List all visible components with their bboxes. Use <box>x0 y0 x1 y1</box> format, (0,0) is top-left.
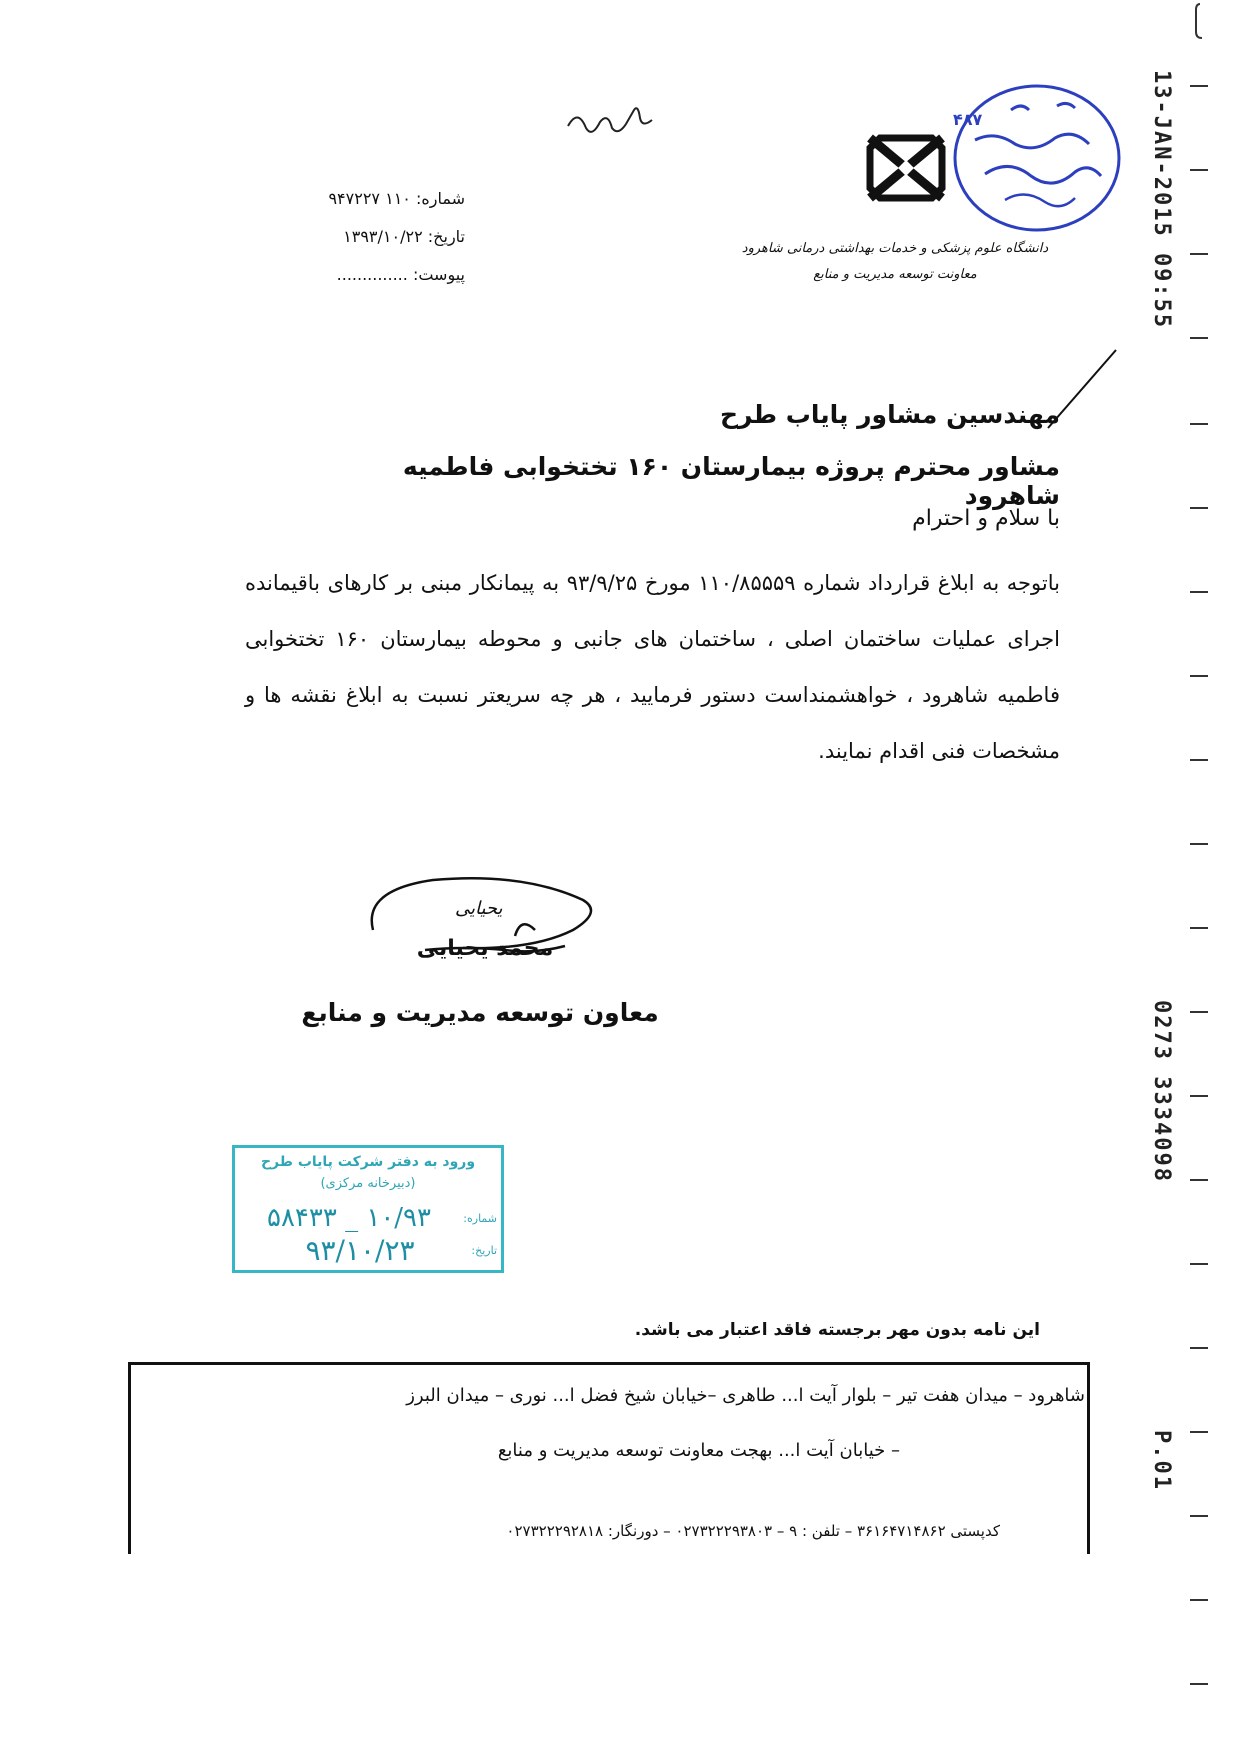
signatory-name: محمد یحیایی <box>416 936 554 961</box>
date-label: تاریخ: <box>427 227 465 246</box>
receipt-stamp-title: ورود به دفتر شرکت پایاب طرح <box>260 1154 476 1170</box>
date-value: ۱۳۹۳/۱۰/۲۲ <box>343 227 423 246</box>
letter-meta <box>240 180 465 294</box>
address-line-1: شاهرود – میدان هفت تیر – بلوار آیت ا... طاهری –خیابان شیخ فضل ا... نوری – میدان البرز <box>406 1385 1085 1406</box>
recipient-title: مشاور محترم پروژه بیمارستان ۱۶۰ تختخوابی فاطمیه شاهرود <box>402 452 1060 510</box>
greeting: با سلام و احترام <box>912 506 1060 531</box>
org-department: معاونت توسعه مدیریت و منابع <box>813 267 977 282</box>
fax-phone: 0273 3334098 <box>1149 1000 1174 1183</box>
number-value: ۱۱۰ ۹۴۷۲۲۷ <box>328 189 411 208</box>
signature-handwriting: یحیایی <box>455 898 503 919</box>
receipt-number-value: ۱۰/۹۳ _ ۵۸۴۳۳ <box>267 1203 431 1233</box>
contact-line: کدپستی ۳۶۱۶۴۷۱۴۸۶۲ – تلفن : ۹ – ۰۲۷۳۲۲۲۹۳۸۰۳ – دورنگار: ۰۲۷۳۲۲۲۹۲۸۱۸ <box>506 1522 1000 1540</box>
org-name: دانشگاه علوم پزشکی و خدمات بهداشتی درمانی شاهرود <box>741 241 1049 256</box>
address-line-2: – خیابان آیت ا... بهجت معاونت توسعه مدیریت و منابع <box>497 1440 900 1461</box>
letter-date <box>240 218 465 256</box>
fax-page: P.01 <box>1149 1430 1174 1491</box>
letter-attachment <box>240 256 465 294</box>
receipt-date-label: تاریخ: <box>471 1244 497 1257</box>
receipt-number-label: شماره: <box>463 1212 497 1225</box>
recipient-company: مهندسین مشاور پایاب طرح <box>719 400 1060 429</box>
incoming-stamp <box>945 70 1135 240</box>
margin-tick-marks <box>1186 0 1226 1753</box>
number-label: شماره: <box>415 189 465 208</box>
signature-icon <box>365 870 595 980</box>
attachment-label: پیوست: <box>412 265 465 284</box>
signatory-title: معاون توسعه مدیریت و منابع <box>301 998 659 1027</box>
stamp-number: ۴۸۷ <box>953 110 983 129</box>
letter-number <box>240 180 465 218</box>
receipt-stamp-subtitle: (دبیرخانه مرکزی) <box>320 1176 416 1191</box>
letter-body: باتوجه به ابلاغ قرارداد شماره ۱۱۰/۸۵۵۵۹ مورخ ۹۳/۹/۲۵ به پیمانکار مبنی بر کارهای باقیمانده اجرای عملیات ساختمان اصلی ، ساختمان های جانبی و محوطه بیمارستان ۱۶۰ تختخوابی فاطمیه شاهرود ، خواهشمنداست دستور فرمایید ، هر چه سریعتر نسبت به ابلاغ نقشه ها و مشخصات فنی اقدام نمایند. <box>245 571 1060 763</box>
receipt-date-value: ۹۳/۱۰/۲۳ <box>305 1234 415 1267</box>
organization-block <box>720 236 1070 288</box>
receipt-stamp <box>232 1145 504 1273</box>
university-logo-icon <box>858 128 954 208</box>
attachment-value: .............. <box>336 265 408 284</box>
fax-timestamp: 13-JAN-2015 09:55 <box>1149 70 1174 330</box>
basmala <box>560 100 670 140</box>
validity-note: این نامه بدون مهر برجسته فاقد اعتبار می باشد. <box>634 1320 1040 1340</box>
